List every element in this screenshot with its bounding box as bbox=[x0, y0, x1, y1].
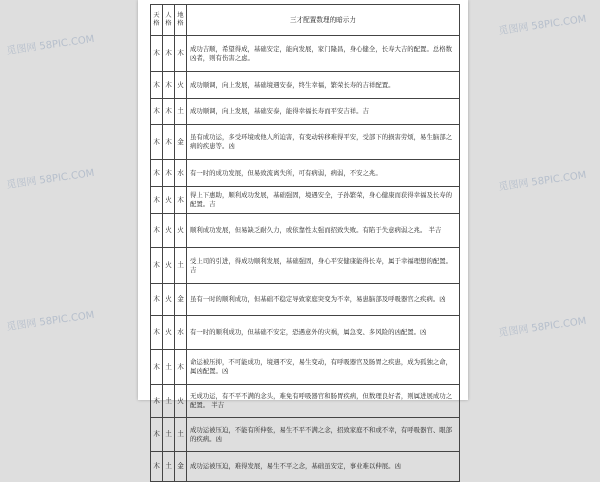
cell-tian: 木 bbox=[151, 36, 163, 72]
cell-ren: 木 bbox=[163, 72, 175, 99]
sancai-table bbox=[150, 4, 460, 482]
header-tian bbox=[151, 5, 163, 36]
cell-ren: 火 bbox=[163, 248, 175, 284]
header-di bbox=[175, 5, 187, 36]
cell-ren: 火 bbox=[163, 284, 175, 316]
header-di-label: 地格 bbox=[177, 12, 184, 27]
cell-desc: 成功运被压迫，难得发展，易生不平之念，基础虽安定，事业难以伸展。凶 bbox=[187, 452, 460, 482]
cell-desc: 命运被压抑，不可能成功，境遇不安，易生变动，有呼吸器官及肠胃之疾患，成为孤独之命，属凶配置。凶 bbox=[187, 350, 460, 385]
watermark-right-3: 觅图网 58PIC.COM bbox=[497, 315, 588, 340]
header-ren bbox=[163, 5, 175, 36]
cell-tian: 木 bbox=[151, 284, 163, 316]
cell-tian: 木 bbox=[151, 125, 163, 160]
cell-ren: 木 bbox=[163, 99, 175, 125]
table-row bbox=[151, 418, 460, 452]
cell-tian: 木 bbox=[151, 99, 163, 125]
right-background bbox=[468, 0, 600, 400]
watermark-right-2: 觅图网 58PIC.COM bbox=[497, 169, 588, 194]
cell-desc: 无成功运，有不平不满的念头，难免有呼吸器官和肠胃疾病，但数理良好者，则属进展成功之配置。 半吉 bbox=[187, 385, 460, 418]
table-row bbox=[151, 214, 460, 248]
table-row bbox=[151, 284, 460, 316]
cell-tian: 木 bbox=[151, 214, 163, 248]
cell-desc: 成功顺调，向上发展，基础境遇安泰，终生幸福，繁荣长寿的吉祥配置。 bbox=[187, 72, 460, 99]
cell-desc: 虽有一时的顺利成功，但基础不稳定导致家庭突变为不幸，易患脑部及呼吸器官之疾病。凶 bbox=[187, 284, 460, 316]
cell-di: 火 bbox=[175, 72, 187, 99]
cell-tian: 木 bbox=[151, 418, 163, 452]
cell-di: 水 bbox=[175, 160, 187, 187]
table-header-row bbox=[151, 5, 460, 36]
cell-desc: 得上下惠助，顺利成功发展，基础强固，境遇安全，子孙繁荣，身心健康而获得幸福及长寿的配置。吉 bbox=[187, 187, 460, 214]
cell-ren: 木 bbox=[163, 125, 175, 160]
watermark-right-1: 觅图网 58PIC.COM bbox=[497, 13, 588, 38]
cell-ren: 火 bbox=[163, 187, 175, 214]
table-row bbox=[151, 350, 460, 385]
table-row bbox=[151, 316, 460, 350]
cell-tian: 木 bbox=[151, 248, 163, 284]
cell-ren: 木 bbox=[163, 36, 175, 72]
cell-desc: 成功运被压迫，不能有所伸张，易生不平不满之念，招致家庭不和或不幸，有呼吸器官、眼部的疾病。凶 bbox=[187, 418, 460, 452]
cell-tian: 木 bbox=[151, 160, 163, 187]
watermark-left-3: 觅图网 58PIC.COM bbox=[5, 309, 96, 334]
cell-desc: 虽有成功运，多受环境或他人所迫害，有变动转移难得平安，受部下的损害劳烦，易生脑部之病的疾患等。凶 bbox=[187, 125, 460, 160]
cell-tian: 木 bbox=[151, 385, 163, 418]
cell-di: 土 bbox=[175, 418, 187, 452]
cell-ren: 土 bbox=[163, 385, 175, 418]
cell-ren: 土 bbox=[163, 350, 175, 385]
header-tian-label: 天格 bbox=[153, 12, 160, 27]
cell-ren: 木 bbox=[163, 160, 175, 187]
cell-tian: 木 bbox=[151, 350, 163, 385]
cell-di: 土 bbox=[175, 248, 187, 284]
cell-di: 木 bbox=[175, 187, 187, 214]
cell-tian: 木 bbox=[151, 452, 163, 482]
table-row bbox=[151, 125, 460, 160]
header-ren-label: 人格 bbox=[165, 12, 172, 27]
table-row bbox=[151, 160, 460, 187]
cell-ren: 火 bbox=[163, 316, 175, 350]
table-body bbox=[151, 36, 460, 482]
cell-desc: 成功吉顺，希望得成，基础安定，能向发展，家门隆昌，身心健全，长寿大吉的配置。总格数凶者，则有伤害之虑。 bbox=[187, 36, 460, 72]
cell-di: 金 bbox=[175, 284, 187, 316]
cell-tian: 木 bbox=[151, 187, 163, 214]
cell-ren: 土 bbox=[163, 452, 175, 482]
header-desc: 三才配置数理的暗示力 bbox=[187, 5, 460, 36]
cell-desc: 有一时的顺利成功，但基础不安定，恐遇意外的灾祸，属急变、多风险的凶配置。凶 bbox=[187, 316, 460, 350]
cell-desc: 顺利成功发展，但易缺乏耐久力，或依靠性太强而招致失败。有陷于失意病弱之兆。 半吉 bbox=[187, 214, 460, 248]
table-row bbox=[151, 99, 460, 125]
watermark-left-1: 觅图网 58PIC.COM bbox=[5, 33, 96, 58]
cell-di: 土 bbox=[175, 99, 187, 125]
cell-desc: 受上司的引进，得成功顺利发展，基础强固，身心平安健康能得长寿，属于幸福理想的配置。吉 bbox=[187, 248, 460, 284]
cell-di: 火 bbox=[175, 214, 187, 248]
cell-di: 木 bbox=[175, 350, 187, 385]
table-row bbox=[151, 36, 460, 72]
cell-ren: 土 bbox=[163, 418, 175, 452]
left-background bbox=[0, 0, 138, 400]
cell-ren: 火 bbox=[163, 214, 175, 248]
cell-di: 金 bbox=[175, 452, 187, 482]
cell-di: 金 bbox=[175, 125, 187, 160]
cell-desc: 成功顺调，向上发展，基础安泰，能得幸福长寿而平安吉祥。吉 bbox=[187, 99, 460, 125]
watermark-left-2: 觅图网 58PIC.COM bbox=[5, 167, 96, 192]
cell-tian: 木 bbox=[151, 316, 163, 350]
document-page bbox=[138, 0, 468, 470]
table-row bbox=[151, 72, 460, 99]
table-row bbox=[151, 385, 460, 418]
table-row bbox=[151, 452, 460, 482]
table-row bbox=[151, 248, 460, 284]
cell-di: 水 bbox=[175, 316, 187, 350]
cell-di: 木 bbox=[175, 36, 187, 72]
cell-di: 火 bbox=[175, 385, 187, 418]
cell-tian: 木 bbox=[151, 72, 163, 99]
cell-desc: 有一时的成功发展，但易致流离失所，可有病弱，病弱，不安之兆。 bbox=[187, 160, 460, 187]
table-row bbox=[151, 187, 460, 214]
